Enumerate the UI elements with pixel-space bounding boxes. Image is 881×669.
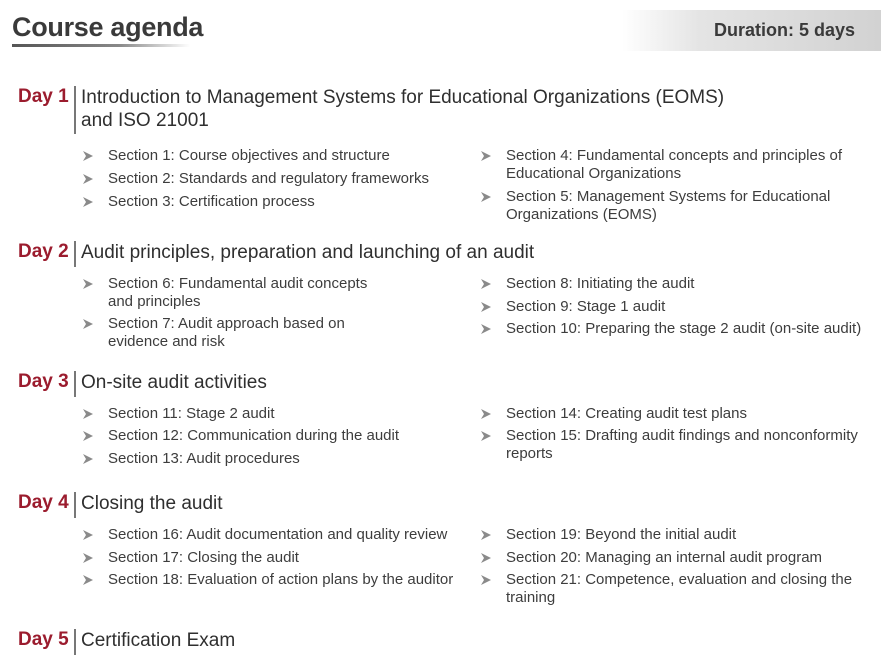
day-title: Certification Exam (81, 630, 236, 651)
page-title: Course agenda (12, 12, 204, 42)
arrow-icon (82, 529, 94, 541)
arrow-icon (82, 552, 94, 564)
day-label: Day 4 (18, 492, 69, 513)
arrow-icon (82, 453, 94, 465)
arrow-icon (480, 150, 492, 162)
day-title: On-site audit activities (81, 372, 267, 393)
day-label: Day 5 (18, 629, 69, 650)
header (0, 0, 881, 52)
arrow-icon (82, 408, 94, 420)
arrow-icon (82, 150, 94, 162)
arrow-icon (480, 430, 492, 442)
day-divider (74, 629, 76, 655)
arrow-icon (480, 323, 492, 335)
arrow-icon (480, 301, 492, 313)
day-label: Day 1 (18, 86, 69, 107)
arrow-icon (480, 574, 492, 586)
day-divider (74, 241, 76, 267)
duration-box (622, 10, 881, 51)
day-label: Day 3 (18, 371, 69, 392)
day-label: Day 2 (18, 241, 69, 262)
arrow-icon (82, 430, 94, 442)
arrow-icon (480, 408, 492, 420)
day-divider (74, 492, 76, 518)
day-title: Closing the audit (81, 493, 223, 514)
arrow-icon (82, 574, 94, 586)
day-divider (74, 371, 76, 397)
arrow-icon (82, 318, 94, 330)
arrow-icon (82, 278, 94, 290)
arrow-icon (480, 529, 492, 541)
title-underline (12, 44, 190, 47)
duration-label: Duration: 5 days (713, 20, 855, 40)
arrow-icon (82, 173, 94, 185)
arrow-icon (82, 196, 94, 208)
arrow-icon (480, 552, 492, 564)
arrow-icon (480, 278, 492, 290)
arrow-icon (480, 191, 492, 203)
day-divider (74, 86, 76, 134)
day-title: Audit principles, preparation and launching of an audit (81, 242, 535, 263)
day-title: Introduction to Management Systems for Educational Organizations (EOMS) and ISO 21001 (81, 87, 725, 131)
